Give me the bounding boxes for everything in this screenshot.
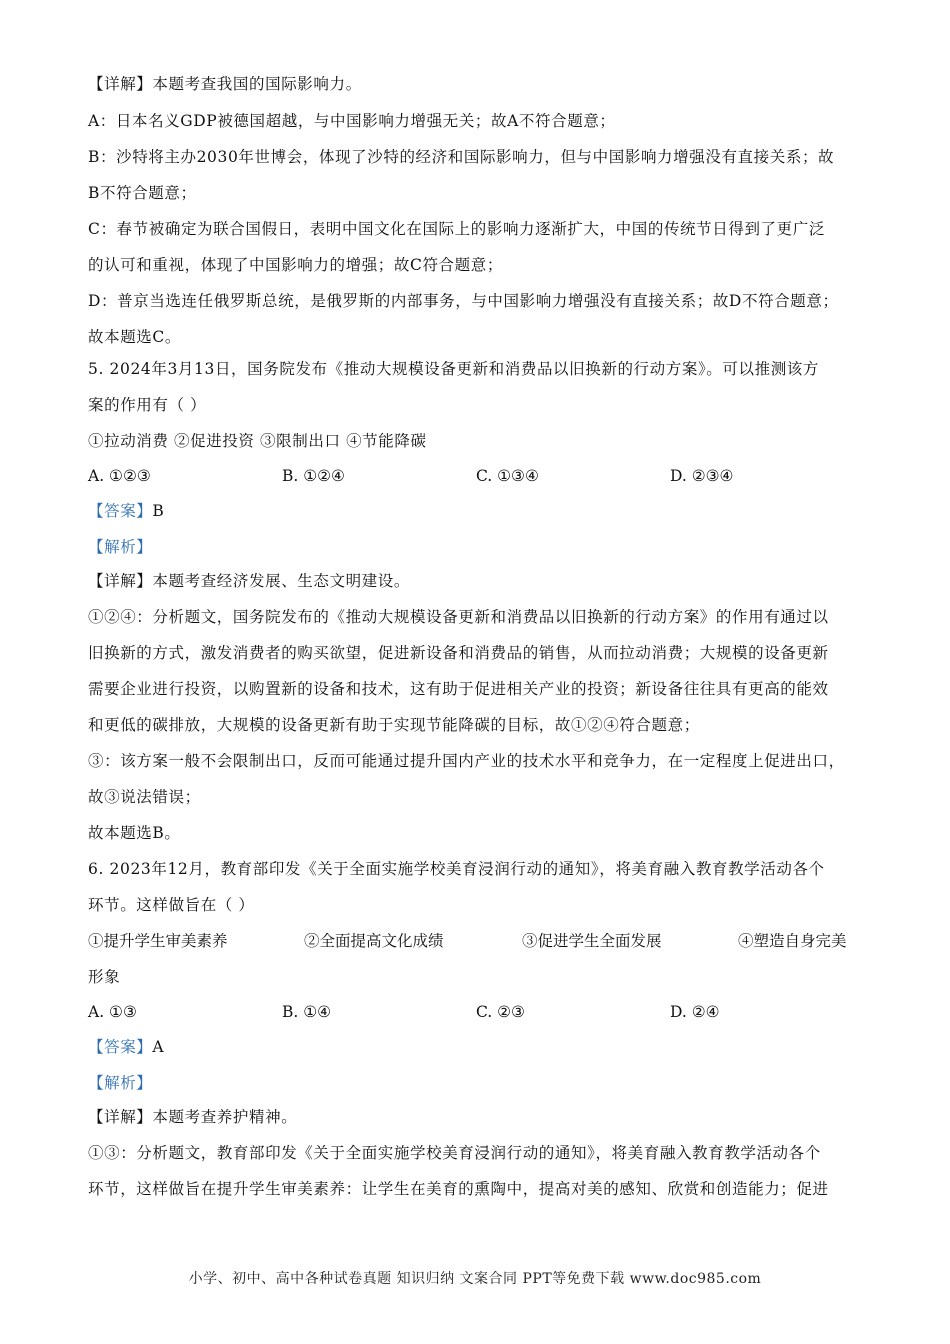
answer-value: A — [152, 1038, 165, 1056]
analysis-label: 【解析】 — [88, 538, 153, 556]
text-line: 故③说法错误； — [88, 788, 201, 806]
option-c: C. ①③④ — [476, 467, 539, 485]
choice-4: ④塑造自身完美 — [738, 932, 847, 950]
question-6-choices-cont: 形象 — [88, 968, 121, 986]
question-6-stem: 环节。这样做旨在（ ） — [88, 896, 255, 914]
option-d: D. ②④ — [670, 1003, 720, 1021]
answer-line — [88, 1035, 870, 1059]
choice-2: ②全面提高文化成绩 — [304, 932, 444, 950]
text-line: B不符合题意； — [88, 184, 197, 202]
page-footer: 小学、初中、高中各种试卷真题 知识归纳 文案合同 PPT等免费下载 www.doc985.com — [188, 1271, 762, 1287]
text-line: 和更低的碳排放，大规模的设备更新有助于实现节能降碳的目标，故①②④符合题意； — [88, 716, 700, 734]
question-6-options — [88, 1000, 870, 1024]
question-5-choices: ①拉动消费 ②促进投资 ③限制出口 ④节能降碳 — [88, 432, 427, 450]
question-6-stem: 6. 2023年12月，教育部印发《关于全面实施学校美育浸润行动的通知》，将美育融入教育教学活动各个 — [88, 860, 825, 878]
choice-1: ①提升学生审美素养 — [88, 932, 228, 950]
text-line: 【详解】本题考查养护精神。 — [88, 1108, 298, 1126]
question-5-stem: 5. 2024年3月13日，国务院发布《推动大规模设备更新和消费品以旧换新的行动方案》。可以推测该方 — [88, 360, 819, 378]
text-line: 故本题选C。 — [88, 328, 181, 346]
text-line: ①②④：分析题文，国务院发布的《推动大规模设备更新和消费品以旧换新的行动方案》的作用有通过以 — [88, 608, 829, 626]
option-d: D. ②③④ — [670, 467, 734, 485]
answer-value: B — [152, 502, 165, 520]
text-line: D：普京当选连任俄罗斯总统，是俄罗斯的内部事务，与中国影响力增强没有直接关系；故D不符合题意； — [88, 292, 839, 310]
text-line: 【详解】本题考查我国的国际影响力。 — [88, 75, 362, 93]
option-c: C. ②③ — [476, 1003, 525, 1021]
question-5-stem: 案的作用有（ ） — [88, 396, 207, 414]
answer-label: 【答案】 — [88, 1038, 153, 1056]
analysis-label: 【解析】 — [88, 1074, 153, 1092]
choice-3: ③促进学生全面发展 — [522, 932, 662, 950]
text-line: ①③：分析题文，教育部印发《关于全面实施学校美育浸润行动的通知》，将美育融入教育教学活动各个 — [88, 1144, 821, 1162]
answer-label: 【答案】 — [88, 502, 153, 520]
question-5-options — [88, 464, 870, 488]
text-line: 的认可和重视，体现了中国影响力的增强；故C符合题意； — [88, 256, 503, 274]
text-line: C：春节被确定为联合国假日，表明中国文化在国际上的影响力逐渐扩大，中国的传统节日得到了更广泛 — [88, 220, 825, 238]
option-b: B. ①②④ — [282, 467, 345, 485]
text-line: A：日本名义GDP被德国超越，与中国影响力增强无关；故A不符合题意； — [88, 112, 616, 130]
question-6-choices — [88, 929, 870, 953]
text-line: 旧换新的方式，激发消费者的购买欲望，促进新设备和消费品的销售，从而拉动消费；大规模的设备更新 — [88, 644, 829, 662]
text-line: 环节，这样做旨在提升学生审美素养：让学生在美育的熏陶中，提高对美的感知、欣赏和创造能力；促进 — [88, 1180, 829, 1198]
text-line: 故本题选B。 — [88, 824, 181, 842]
option-a: A. ①③ — [88, 1003, 137, 1021]
text-line: 【详解】本题考查经济发展、生态文明建设。 — [88, 572, 411, 590]
text-line: B：沙特将主办2030年世博会，体现了沙特的经济和国际影响力，但与中国影响力增强没有直接关系；故 — [88, 148, 835, 166]
option-b: B. ①④ — [282, 1003, 332, 1021]
text-line: ③：该方案一般不会限制出口，反而可能通过提升国内产业的技术水平和竞争力，在一定程度上促进出口， — [88, 752, 845, 770]
answer-line — [88, 499, 870, 523]
option-a: A. ①②③ — [88, 467, 151, 485]
text-line: 需要企业进行投资，以购置新的设备和技术，这有助于促进相关产业的投资；新设备往往具有更高的能效 — [88, 680, 829, 698]
